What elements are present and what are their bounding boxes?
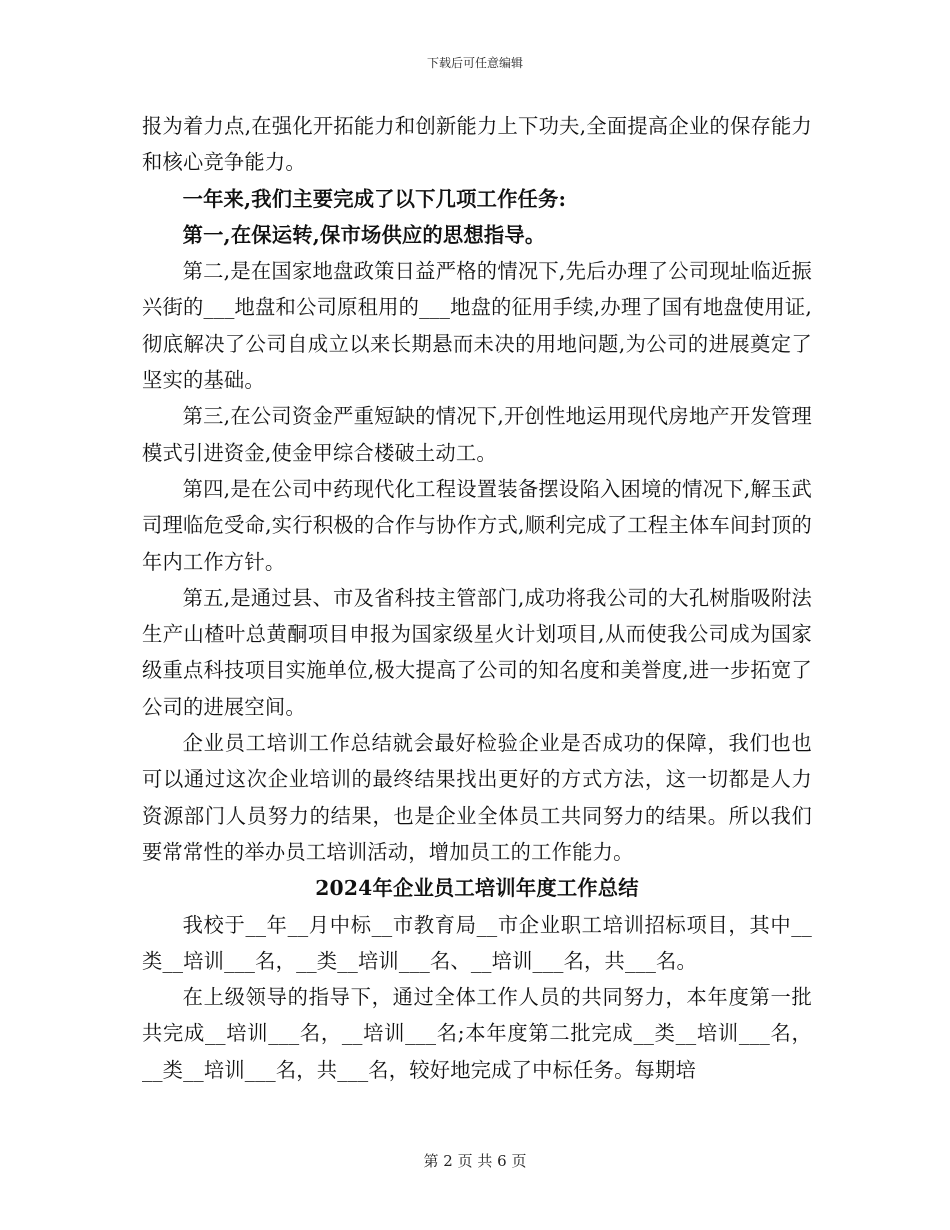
page-header: 下载后可任意编辑 bbox=[426, 56, 523, 70]
document-body bbox=[142, 108, 812, 1088]
paragraph: 第三,在公司资金严重短缺的情况下,开创性地运用现代房地产开发管理模式引进资金,使金甲综合楼破土动工。 bbox=[142, 404, 812, 465]
paragraph-heading: 一年来,我们主要完成了以下几项工作任务: bbox=[182, 186, 567, 211]
paragraph: 在上级领导的指导下，通过全体工作人员的共同努力，本年度第一批共完成__培训___名，__培训___名;本年度第二批完成__类__培训___名，__类__培训___名，共___名，较好地完成了中标任务。每期培 bbox=[142, 985, 812, 1082]
paragraph: 第二,是在国家地盘政策日益严格的情况下,先后办理了公司现址临近振兴街的___地盘和公司原租用的___地盘的征用手续,办理了国有地盘使用证,彻底解决了公司自成立以来长期悬而未决的用地问题,为公司的进展奠定了坚实的基础。 bbox=[142, 259, 812, 393]
paragraph: 第五,是通过县、市及省科技主管部门,成功将我公司的大孔树脂吸附法生产山楂叶总黄酮项目申报为国家级星火计划项目,从而使我公司成为国家级重点科技项目实施单位,极大提高了公司的知名度和美誉度,进一步拓宽了公司的进展空间。 bbox=[142, 585, 812, 719]
paragraph: 第四,是在公司中药现代化工程设置装备摆设陷入困境的情况下,解玉武司理临危受命,实行积极的合作与协作方式,顺利完成了工程主体车间封顶的年内工作方针。 bbox=[142, 476, 812, 574]
paragraph: 我校于__年__月中标__市教育局__市企业职工培训招标项目，其中__类__培训___名，__类__培训___名、__培训___名，共___名。 bbox=[142, 912, 812, 973]
page-footer: 第 2 页 共 6 页 bbox=[423, 1152, 527, 1170]
section-title: 2024年企业员工培训年度工作总结 bbox=[315, 876, 639, 901]
paragraph: 报为着力点,在强化开拓能力和创新能力上下功夫,全面提高企业的保存能力和核心竞争能力。 bbox=[142, 114, 812, 175]
paragraph-heading: 第一,在保运转,保市场供应的思想指导。 bbox=[182, 222, 546, 247]
paragraph: 企业员工培训工作总结就会最好检验企业是否成功的保障，我们也也可以通过这次企业培训的最终结果找出更好的方式方法，这一切都是人力资源部门人员努力的结果，也是企业全体员工共同努力的结果。所以我们要常常性的举办员工培训活动，增加员工的工作能力。 bbox=[142, 731, 812, 864]
